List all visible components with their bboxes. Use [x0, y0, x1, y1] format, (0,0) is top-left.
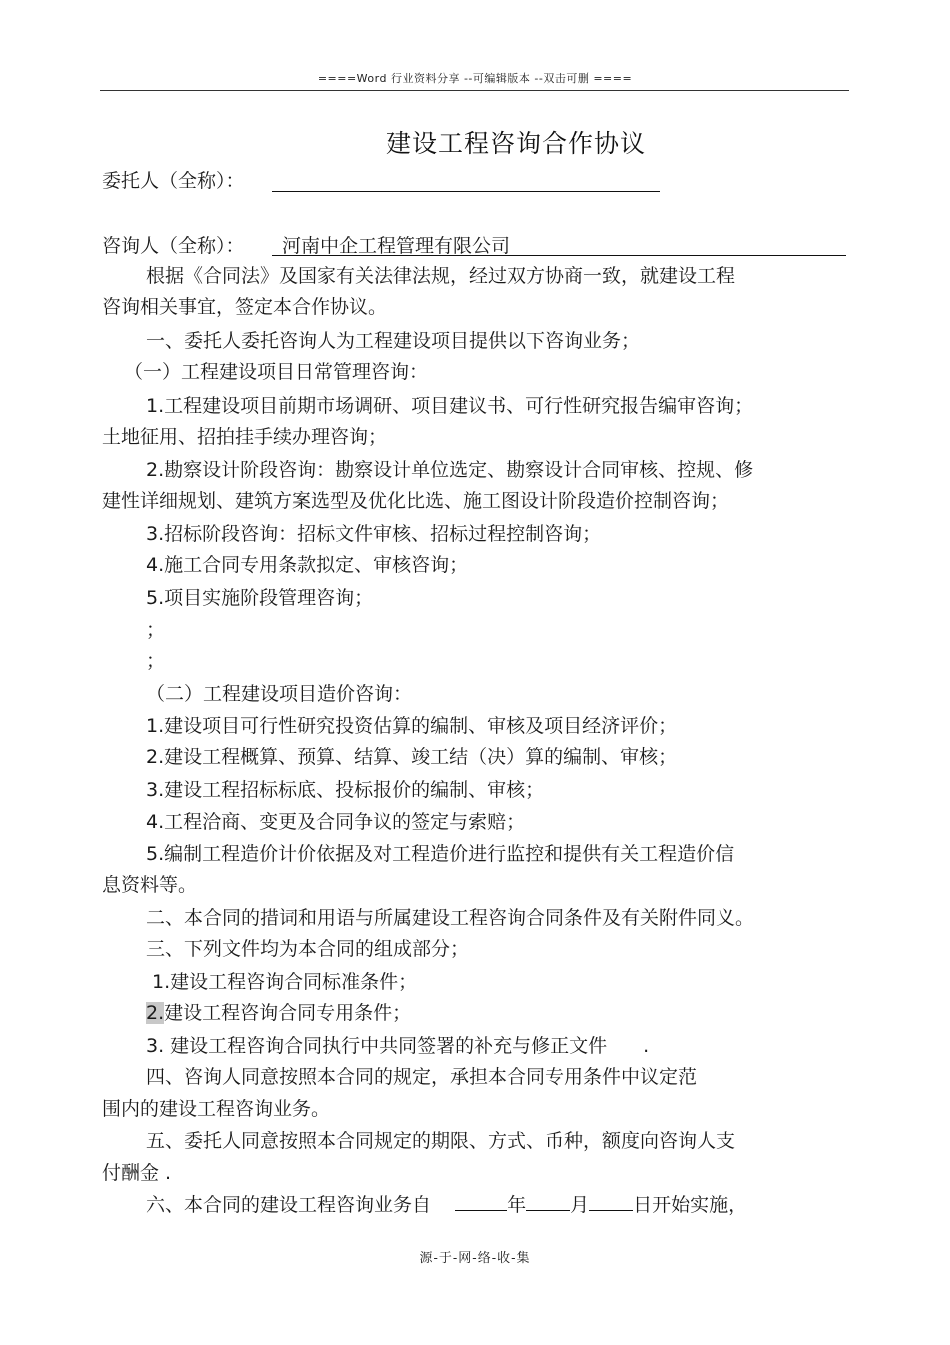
- clause-4-line-1: 四、咨询人同意按照本合同的规定，承担本合同专用条件中议定范: [146, 1066, 698, 1088]
- item-c3: [146, 1033, 649, 1059]
- client-label: 委托人（全称）：: [102, 170, 245, 192]
- consultant-name-field[interactable]: 河南中企工程管理有限公司: [272, 232, 846, 256]
- item-a2-line-1: 2.勘察设计阶段咨询：勘察设计单位选定、勘察设计合同审核、控规、修: [146, 459, 754, 481]
- clause-3-heading: 三、下列文件均为本合同的组成部分；: [146, 938, 470, 960]
- item-a3: 3.招标阶段咨询：招标文件审核、招标过程控制咨询；: [146, 523, 602, 545]
- item-a7: ；: [146, 650, 166, 672]
- item-b5-line-2: 息资料等。: [102, 874, 198, 896]
- start-year-field[interactable]: [455, 1192, 507, 1211]
- item-b2: 2.建设工程概算、预算、结算、竣工结（决）算的编制、审核；: [146, 746, 678, 768]
- document-title: 建设工程咨询合作协议: [385, 129, 646, 158]
- page-footer: 源-于-网-络-收-集: [419, 1251, 531, 1266]
- clause-6: [146, 1192, 747, 1218]
- item-c2-number: 2.: [146, 1002, 165, 1024]
- item-c3-period: .: [643, 1035, 650, 1057]
- client-row: [102, 167, 245, 195]
- intro-line-1: 根据《合同法》及国家有关法律法规，经过双方协商一致，就建设工程: [146, 265, 736, 287]
- start-day-field[interactable]: [589, 1192, 633, 1211]
- intro-line-2: 咨询相关事宜，签定本合作协议。: [102, 296, 388, 318]
- clause-6-text: 六、本合同的建设工程咨询业务自: [146, 1194, 432, 1216]
- item-b4: 4.工程洽商、变更及合同争议的签定与索赔；: [146, 811, 526, 833]
- item-c2: [146, 1000, 411, 1026]
- client-name-field[interactable]: [272, 167, 660, 192]
- clause-1-heading: 一、委托人委托咨询人为工程建设项目提供以下咨询业务；: [146, 330, 641, 352]
- item-a1-line-1: 1.工程建设项目前期市场调研、项目建议书、可行性研究报告编审咨询；: [146, 395, 754, 417]
- month-label: 月: [570, 1194, 590, 1216]
- item-a5: 5.项目实施阶段管理咨询；: [146, 587, 374, 609]
- item-b5-line-1: 5.编制工程造价计价依据及对工程造价进行监控和提供有关工程造价信: [146, 843, 735, 865]
- item-c3-text: 3. 建设工程咨询合同执行中共同签署的补充与修正文件: [146, 1035, 608, 1057]
- item-c2-text: 建设工程咨询合同专用条件；: [164, 1002, 412, 1024]
- item-b3: 3.建设工程招标标底、投标报价的编制、审核；: [146, 779, 545, 801]
- item-a4: 4.施工合同专用条款拟定、审核咨询；: [146, 554, 469, 576]
- year-label: 年: [507, 1194, 527, 1216]
- header-rule: [100, 90, 849, 91]
- clause-2: 二、本合同的措词和用语与所属建设工程咨询合同条件及有关附件同义。: [146, 907, 755, 929]
- item-c1: 1.建设工程咨询合同标准条件；: [152, 971, 418, 993]
- item-b1: 1.建设项目可行性研究投资估算的编制、审核及项目经济评价；: [146, 715, 678, 737]
- clause-1-subheading-b: （二）工程建设项目造价咨询：: [146, 683, 413, 705]
- consultant-row: [102, 232, 511, 260]
- item-a6: ；: [146, 619, 166, 641]
- item-a2-line-2: 建性详细规划、建筑方案选型及优化比选、施工图设计阶段造价控制咨询；: [102, 490, 730, 512]
- page-header: ====Word 行业资料分享 --可编辑版本 --双击可删 ====: [317, 72, 633, 85]
- day-label: 日开始实施，: [633, 1194, 748, 1216]
- consultant-label: 咨询人（全称）：: [102, 235, 245, 257]
- clause-4-line-2: 围内的建设工程咨询业务。: [102, 1098, 331, 1120]
- clause-5-line-2: 付酬金 .: [102, 1162, 172, 1184]
- clause-5-line-1: 五、委托人同意按照本合同规定的期限、方式、币种，额度向咨询人支: [146, 1130, 736, 1152]
- item-a1-line-2: 土地征用、招拍挂手续办理咨询；: [102, 426, 388, 448]
- clause-1-subheading-a: （一）工程建设项目日常管理咨询：: [124, 361, 429, 383]
- start-month-field[interactable]: [526, 1192, 570, 1211]
